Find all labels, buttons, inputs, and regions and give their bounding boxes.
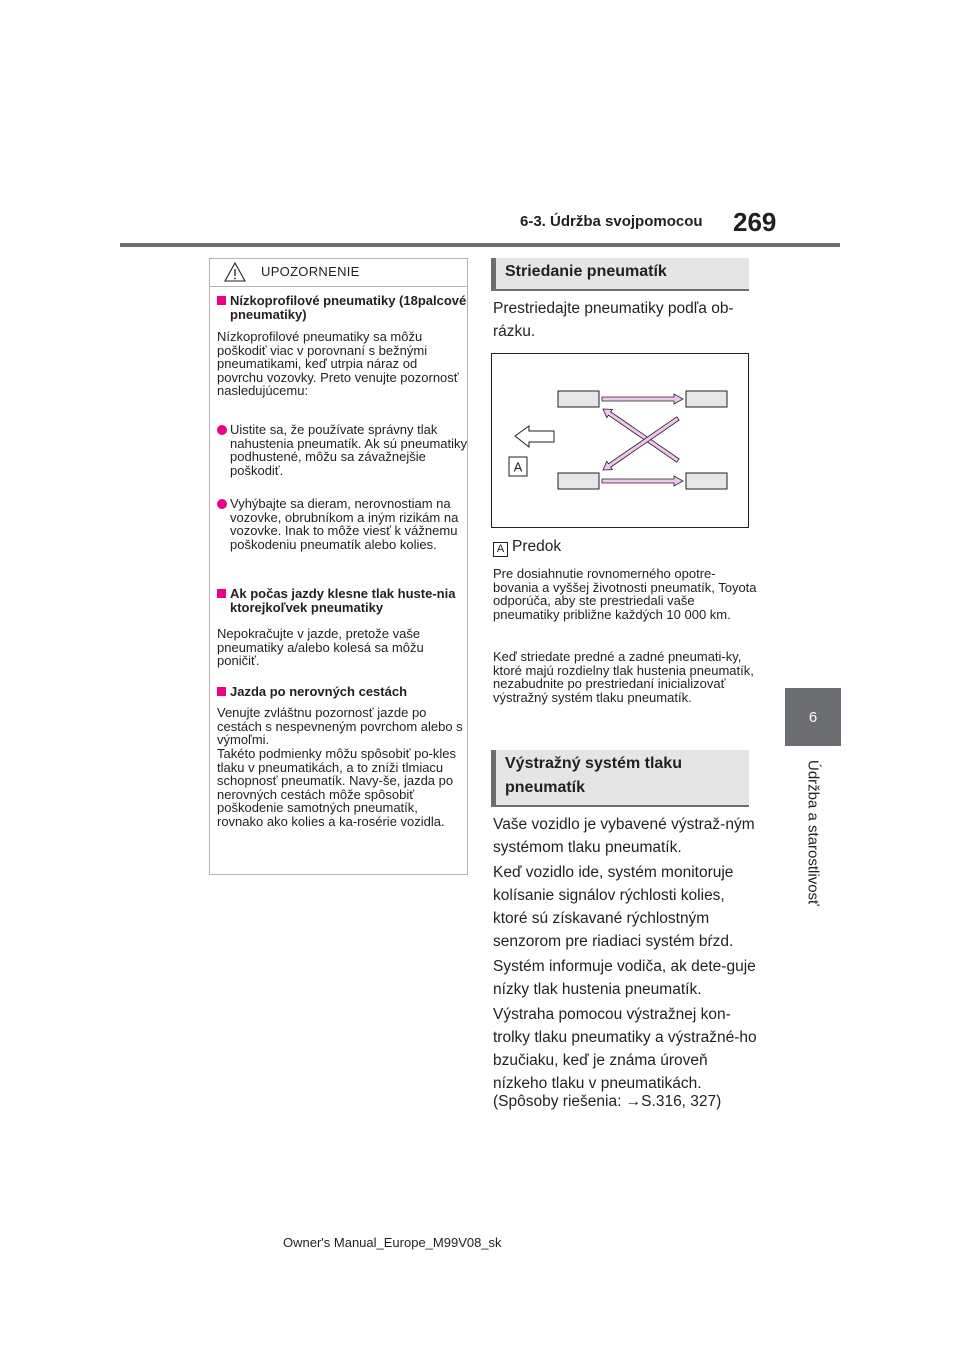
arrow-diagonal-down — [600, 405, 681, 465]
header-rule — [120, 243, 840, 247]
tire-front-left — [558, 391, 599, 407]
chapter-number: 6 — [808, 708, 818, 726]
page-number: 269 — [733, 207, 777, 237]
arrow-top — [602, 394, 683, 404]
tpws-reference: (Spôsoby riešenia: →S.316, 327) — [493, 1093, 722, 1110]
rotation-note: Keď striedate predné a zadné pneumati-ky, ktoré majú rozdielny tlak hustenia pneumatík, nezabudnite po prestriedaní inicializovať výstražný systém tlaku pneumatík. — [493, 649, 754, 705]
warning-bullet: Vyhýbajte sa dieram, nerovnostiam na vozovke, obrubníkom a iným rizikám na vozovke. Inak to môže viesť k vážnemu poškodeniu pneumatík alebo kolies. — [217, 497, 478, 551]
warning-heading-low-profile: Nízkoprofilové pneumatiky (18palcové pneumatiky) — [217, 294, 478, 321]
warning-bullet: Uistite sa, že používate správny tlak nahustenia pneumatík. Ak sú pneumatiky podhustené, môžu sa závažnejšie poškodiť. — [217, 423, 478, 477]
diagram-label-a: A — [513, 459, 523, 475]
warning-paragraph: Takéto podmienky môžu spôsobiť po-kles tlaku v pneumatikách, a to zníži tlmiacu schopnosť pneumatík. Navy-še, jazda po nerovných cestách môže spôsobiť poškodenie samotných pneumatík, rovnako ako kolies a ka-rosérie vozidla. — [217, 746, 456, 829]
section-title: 6-3. Údržba svojpomocou — [520, 213, 703, 230]
square-bullet-icon — [217, 296, 226, 305]
chapter-tab — [785, 688, 841, 746]
warning-triangle-icon — [224, 262, 246, 282]
tpws-paragraph: Keď vozidlo ide, systém monitoruje kolísanie signálov rýchlosti kolies, ktoré sú získavané rýchlostným senzorom pre riadiaci systém bŕzd. — [493, 864, 734, 950]
rotation-note: Pre dosiahnutie rovnomerného opotre-bovania a vyššej životnosti pneumatík, Toyota odporúča, aby ste prestriedali vaše pneumatiky približne každých 10 000 km. — [493, 566, 757, 622]
tpws-paragraph: Systém informuje vodiča, ak dete-guje nízky tlak hustenia pneumatík. — [493, 958, 756, 998]
legend-marker: A — [493, 542, 508, 557]
warning-heading-rough-roads: Jazda po nerovných cestách — [217, 685, 478, 699]
round-bullet-icon — [217, 425, 227, 435]
tire-front-right — [558, 473, 599, 489]
footer-text: Owner's Manual_Europe_M99V08_sk — [283, 1235, 502, 1250]
square-bullet-icon — [217, 687, 226, 696]
warning-box — [209, 258, 468, 875]
arrow-diagonal-up — [600, 414, 681, 474]
tpws-paragraph: Výstraha pomocou výstražnej kon-trolky tlaku pneumatiky a výstražné-ho bzučiaku, keď je známa úroveň nízkeho tlaku v pneumatikách. — [493, 1006, 757, 1092]
warning-header — [210, 259, 467, 287]
arrow-bottom — [602, 476, 683, 486]
warning-paragraph: Nízkoprofilové pneumatiky sa môžu poškodiť viac v porovnaní s bežnými pneumatikami, keď utrpia náraz od povrchu vozovky. Preto venujte pozornosť nasledujúcemu: — [217, 329, 459, 398]
square-bullet-icon — [217, 589, 226, 598]
warning-heading-pressure: Ak počas jazdy klesne tlak huste-nia ktorejkoľvek pneumatiky — [217, 587, 478, 614]
front-direction-arrow-icon — [515, 426, 554, 447]
rotation-diagram — [491, 353, 749, 528]
section-heading-rotation: Striedanie pneumatík — [491, 258, 749, 289]
warning-title: UPOZORNENIE — [261, 264, 360, 279]
rotation-diagram-svg — [492, 354, 748, 527]
warning-paragraph: Nepokračujte v jazde, pretože vaše pneumatiky a/alebo kolesá sa môžu poničiť. — [217, 626, 424, 668]
tire-rear-right — [686, 473, 727, 489]
section-heading-tpws: Výstražný systém tlaku pneumatík — [491, 750, 749, 805]
tpws-paragraph: Vaše vozidlo je vybavené výstraž-ným systémom tlaku pneumatík. — [493, 816, 755, 856]
round-bullet-icon — [217, 499, 227, 509]
warning-paragraph: Venujte zvláštnu pozornosť jazde po cestách s nespevneným povrchom alebo s výmoľmi. — [217, 705, 463, 747]
chapter-label-text: Údržba a starostlivosť — [804, 760, 822, 906]
legend-front: A Predok — [493, 535, 758, 558]
chapter-label — [785, 760, 841, 950]
rotation-intro: Prestriedajte pneumatiky podľa ob-rázku. — [493, 300, 734, 340]
tire-rear-left — [686, 391, 727, 407]
